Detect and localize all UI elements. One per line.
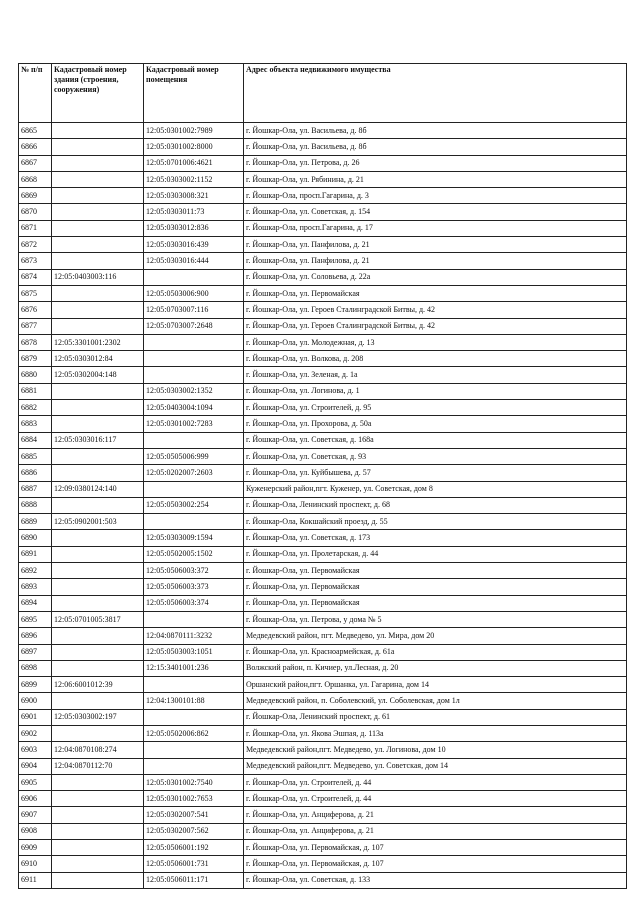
address-cell: г. Йошкар-Ола, ул. Первомайская [244,579,627,595]
row-number-cell: 6875 [19,285,52,301]
room-cadastral-cell: 12:05:0302007:562 [144,823,244,839]
table-row [19,546,627,562]
row-number-cell: 6895 [19,611,52,627]
building-cadastral-cell [52,807,144,823]
address-cell: г. Йошкар-Ола, просп.Гагарина, д. 17 [244,220,627,236]
row-number-cell: 6905 [19,774,52,790]
room-cadastral-cell: 12:05:0301002:7989 [144,123,244,139]
address-cell: г. Йошкар-Ола, ул. Панфилова, д. 21 [244,237,627,253]
table-row [19,742,627,758]
row-number-cell: 6890 [19,530,52,546]
table-row [19,383,627,399]
building-cadastral-cell [52,823,144,839]
table-row [19,253,627,269]
building-cadastral-cell [52,546,144,562]
building-cadastral-cell [52,872,144,888]
building-cadastral-cell [52,171,144,187]
table-row [19,302,627,318]
header-room-cadastral: Кадастровый номер помещения [144,64,244,123]
address-cell: г. Йошкар-Ола, ул. Логинова, д. 1 [244,383,627,399]
address-cell: Медведевский район, п. Соболевский, ул. Соболевская, дом 1л [244,693,627,709]
room-cadastral-cell: 12:05:0506003:373 [144,579,244,595]
table-row [19,514,627,530]
table-row [19,432,627,448]
address-cell: г. Йошкар-Ола, ул. Куйбышева, д. 57 [244,465,627,481]
address-cell: г. Йошкар-Ола, ул. Первомайская, д. 107 [244,840,627,856]
row-number-cell: 6879 [19,351,52,367]
row-number-cell: 6886 [19,465,52,481]
address-cell: г. Йошкар-Ола, ул. Красноармейская, д. 61а [244,644,627,660]
row-number-cell: 6868 [19,171,52,187]
row-number-cell: 6911 [19,872,52,888]
room-cadastral-cell: 12:05:0301002:7540 [144,774,244,790]
row-number-cell: 6901 [19,709,52,725]
table-row [19,465,627,481]
building-cadastral-cell [52,318,144,334]
address-cell: Куженерский район,пгт. Куженер, ул. Советская, дом 8 [244,481,627,497]
address-cell: г. Йошкар-Ола, ул. Советская, д. 93 [244,448,627,464]
building-cadastral-cell [52,123,144,139]
table-row [19,530,627,546]
address-cell: г. Йошкар-Ола, просп.Гагарина, д. 3 [244,188,627,204]
address-cell: г. Йошкар-Ола, Ленинский проспект, д. 61 [244,709,627,725]
row-number-cell: 6882 [19,400,52,416]
address-cell: г. Йошкар-Ола, ул. Пролетарская, д. 44 [244,546,627,562]
room-cadastral-cell [144,334,244,350]
table-row [19,611,627,627]
address-cell: г. Йошкар-Ола, ул. Панфилова, д. 21 [244,253,627,269]
building-cadastral-cell [52,595,144,611]
address-cell: г. Йошкар-Ола, ул. Советская, д. 168а [244,432,627,448]
building-cadastral-cell [52,285,144,301]
table-row [19,758,627,774]
table-row [19,269,627,285]
room-cadastral-cell [144,742,244,758]
row-number-cell: 6903 [19,742,52,758]
room-cadastral-cell: 12:05:0703007:116 [144,302,244,318]
table-row [19,123,627,139]
room-cadastral-cell: 12:05:0505006:999 [144,448,244,464]
table-row [19,595,627,611]
table-row [19,171,627,187]
building-cadastral-cell [52,188,144,204]
table-row [19,840,627,856]
room-cadastral-cell [144,432,244,448]
header-building-cadastral: Кадастровый номер здания (строения, сооружения) [52,64,144,123]
room-cadastral-cell: 12:05:0303012:836 [144,220,244,236]
row-number-cell: 6874 [19,269,52,285]
address-cell: г. Йошкар-Ола, ул. Первомайская [244,563,627,579]
row-number-cell: 6904 [19,758,52,774]
row-number-cell: 6871 [19,220,52,236]
address-cell: г. Йошкар-Ола, ул. Васильева, д. 8б [244,139,627,155]
row-number-cell: 6902 [19,725,52,741]
table-row [19,188,627,204]
header-number: № п/п [19,64,52,123]
address-cell: г. Йошкар-Ола, ул. Героев Сталинградской Битвы, д. 42 [244,302,627,318]
table-row [19,693,627,709]
room-cadastral-cell: 12:05:0506003:372 [144,563,244,579]
room-cadastral-cell: 12:05:0701006:4621 [144,155,244,171]
row-number-cell: 6907 [19,807,52,823]
room-cadastral-cell: 12:05:0303016:439 [144,237,244,253]
table-row [19,334,627,350]
table-row [19,644,627,660]
room-cadastral-cell: 12:05:0506001:731 [144,856,244,872]
row-number-cell: 6877 [19,318,52,334]
address-cell: г. Йошкар-Ола, ул. Строителей, д. 44 [244,774,627,790]
room-cadastral-cell: 12:05:0303009:1594 [144,530,244,546]
building-cadastral-cell [52,416,144,432]
room-cadastral-cell [144,758,244,774]
room-cadastral-cell [144,481,244,497]
address-cell: г. Йошкар-Ола, ул. Анциферова, д. 21 [244,823,627,839]
building-cadastral-cell [52,628,144,644]
row-number-cell: 6865 [19,123,52,139]
table-row [19,204,627,220]
room-cadastral-cell: 12:05:0301002:8000 [144,139,244,155]
table-row [19,318,627,334]
building-cadastral-cell: 12:05:0303002:197 [52,709,144,725]
building-cadastral-cell: 12:04:0870108:274 [52,742,144,758]
address-cell: г. Йошкар-Ола, ул. Первомайская, д. 107 [244,856,627,872]
building-cadastral-cell [52,155,144,171]
building-cadastral-cell [52,400,144,416]
room-cadastral-cell [144,611,244,627]
building-cadastral-cell [52,693,144,709]
row-number-cell: 6887 [19,481,52,497]
room-cadastral-cell: 12:05:0502005:1502 [144,546,244,562]
table-row [19,725,627,741]
row-number-cell: 6866 [19,139,52,155]
building-cadastral-cell: 12:05:0303012:84 [52,351,144,367]
address-cell: г. Йошкар-Ола, ул. Петрова, д. 26 [244,155,627,171]
room-cadastral-cell [144,351,244,367]
header-address: Адрес объекта недвижимого имущества [244,64,627,123]
building-cadastral-cell [52,774,144,790]
room-cadastral-cell: 12:05:0301002:7283 [144,416,244,432]
address-cell: г. Йошкар-Ола, ул. Строителей, д. 95 [244,400,627,416]
address-cell: г. Йошкар-Ола, ул. Рябинина, д. 21 [244,171,627,187]
room-cadastral-cell: 12:15:3401001:236 [144,660,244,676]
building-cadastral-cell [52,302,144,318]
table-row [19,823,627,839]
address-cell: г. Йошкар-Ола, ул. Советская, д. 133 [244,872,627,888]
building-cadastral-cell [52,791,144,807]
table-row [19,497,627,513]
room-cadastral-cell: 12:05:0301002:7653 [144,791,244,807]
building-cadastral-cell: 12:05:0701005:3817 [52,611,144,627]
row-number-cell: 6881 [19,383,52,399]
address-cell: Медведевский район,пгт. Медведево, ул. Советская, дом 14 [244,758,627,774]
room-cadastral-cell: 12:05:0506003:374 [144,595,244,611]
room-cadastral-cell: 12:05:0503002:254 [144,497,244,513]
building-cadastral-cell: 12:05:0302004:148 [52,367,144,383]
room-cadastral-cell [144,514,244,530]
table-row [19,367,627,383]
room-cadastral-cell: 12:05:0303002:1352 [144,383,244,399]
address-cell: г. Йошкар-Ола, ул. Молодежная, д. 13 [244,334,627,350]
address-cell: г. Йошкар-Ола, ул. Героев Сталинградской Битвы, д. 42 [244,318,627,334]
room-cadastral-cell [144,269,244,285]
building-cadastral-cell [52,448,144,464]
room-cadastral-cell: 12:05:0403004:1094 [144,400,244,416]
row-number-cell: 6898 [19,660,52,676]
row-number-cell: 6894 [19,595,52,611]
table-row [19,448,627,464]
building-cadastral-cell: 12:05:3301001:2302 [52,334,144,350]
room-cadastral-cell [144,709,244,725]
row-number-cell: 6876 [19,302,52,318]
address-cell: г. Йошкар-Ола, ул. Прохорова, д. 50а [244,416,627,432]
row-number-cell: 6870 [19,204,52,220]
room-cadastral-cell: 12:05:0703007:2648 [144,318,244,334]
room-cadastral-cell: 12:05:0506001:192 [144,840,244,856]
building-cadastral-cell [52,644,144,660]
building-cadastral-cell [52,139,144,155]
address-cell: г. Йошкар-Ола, ул. Васильева, д. 8б [244,123,627,139]
address-cell: г. Йошкар-Ола, ул. Анциферова, д. 21 [244,807,627,823]
row-number-cell: 6867 [19,155,52,171]
table-row [19,139,627,155]
row-number-cell: 6873 [19,253,52,269]
building-cadastral-cell: 12:06:6001012:39 [52,677,144,693]
row-number-cell: 6884 [19,432,52,448]
row-number-cell: 6896 [19,628,52,644]
row-number-cell: 6872 [19,237,52,253]
building-cadastral-cell: 12:05:0902001:503 [52,514,144,530]
building-cadastral-cell [52,530,144,546]
table-row [19,709,627,725]
table-row [19,400,627,416]
row-number-cell: 6892 [19,563,52,579]
address-cell: г. Йошкар-Ола, ул. Якова Эшпая, д. 113а [244,725,627,741]
row-number-cell: 6899 [19,677,52,693]
room-cadastral-cell: 12:05:0506011:171 [144,872,244,888]
table-row [19,677,627,693]
building-cadastral-cell [52,840,144,856]
address-cell: г. Йошкар-Ола, ул. Первомайская [244,595,627,611]
room-cadastral-cell: 12:05:0502006:862 [144,725,244,741]
table-row [19,774,627,790]
row-number-cell: 6878 [19,334,52,350]
address-cell: г. Йошкар-Ола, ул. Петрова, у дома № 5 [244,611,627,627]
building-cadastral-cell [52,725,144,741]
building-cadastral-cell [52,237,144,253]
table-row [19,481,627,497]
building-cadastral-cell: 12:05:0403003:116 [52,269,144,285]
table-row [19,220,627,236]
address-cell: Волжский район, п. Кичиер, ул.Лесная, д. 20 [244,660,627,676]
address-cell: г. Йошкар-Ола, Кокшайский проезд, д. 55 [244,514,627,530]
room-cadastral-cell: 12:05:0303008:321 [144,188,244,204]
building-cadastral-cell: 12:09:0380124:140 [52,481,144,497]
room-cadastral-cell: 12:05:0503003:1051 [144,644,244,660]
building-cadastral-cell [52,383,144,399]
room-cadastral-cell: 12:05:0303011:73 [144,204,244,220]
table-row [19,563,627,579]
row-number-cell: 6891 [19,546,52,562]
row-number-cell: 6910 [19,856,52,872]
table-header-row [19,64,627,123]
address-cell: Оршанский район,пгт. Оршанка, ул. Гагарина, дом 14 [244,677,627,693]
address-cell: г. Йошкар-Ола, ул. Зеленая, д. 1а [244,367,627,383]
row-number-cell: 6888 [19,497,52,513]
building-cadastral-cell [52,856,144,872]
row-number-cell: 6869 [19,188,52,204]
room-cadastral-cell: 12:05:0303002:1152 [144,171,244,187]
address-cell: г. Йошкар-Ола, ул. Первомайская [244,285,627,301]
table-row [19,628,627,644]
building-cadastral-cell [52,253,144,269]
room-cadastral-cell: 12:05:0302007:541 [144,807,244,823]
row-number-cell: 6897 [19,644,52,660]
building-cadastral-cell [52,465,144,481]
table-row [19,856,627,872]
building-cadastral-cell [52,497,144,513]
room-cadastral-cell: 12:04:1300101:88 [144,693,244,709]
table-row [19,416,627,432]
row-number-cell: 6885 [19,448,52,464]
row-number-cell: 6893 [19,579,52,595]
room-cadastral-cell [144,367,244,383]
row-number-cell: 6909 [19,840,52,856]
property-register-table [18,63,627,889]
room-cadastral-cell: 12:05:0202007:2603 [144,465,244,481]
address-cell: г. Йошкар-Ола, ул. Соловьева, д. 22а [244,269,627,285]
row-number-cell: 6883 [19,416,52,432]
row-number-cell: 6889 [19,514,52,530]
building-cadastral-cell [52,660,144,676]
address-cell: Медведевский район, пгт. Медведево, ул. Мира, дом 20 [244,628,627,644]
address-cell: г. Йошкар-Ола, ул. Советская, д. 173 [244,530,627,546]
table-row [19,807,627,823]
room-cadastral-cell: 12:05:0303016:444 [144,253,244,269]
address-cell: Медведевский район,пгт. Медведево, ул. Логинова, дом 10 [244,742,627,758]
building-cadastral-cell [52,563,144,579]
row-number-cell: 6900 [19,693,52,709]
building-cadastral-cell [52,579,144,595]
building-cadastral-cell: 12:05:0303016:117 [52,432,144,448]
address-cell: г. Йошкар-Ола, ул. Строителей, д. 44 [244,791,627,807]
table-row [19,872,627,888]
row-number-cell: 6906 [19,791,52,807]
address-cell: г. Йошкар-Ола, ул. Советская, д. 154 [244,204,627,220]
table-row [19,155,627,171]
row-number-cell: 6880 [19,367,52,383]
table-row [19,660,627,676]
table-row [19,791,627,807]
table-row [19,351,627,367]
address-cell: г. Йошкар-Ола, Ленинский проспект, д. 68 [244,497,627,513]
room-cadastral-cell [144,677,244,693]
building-cadastral-cell: 12:04:0870112:70 [52,758,144,774]
row-number-cell: 6908 [19,823,52,839]
building-cadastral-cell [52,204,144,220]
address-cell: г. Йошкар-Ола, ул. Волкова, д. 208 [244,351,627,367]
table-row [19,579,627,595]
room-cadastral-cell: 12:05:0503006:900 [144,285,244,301]
room-cadastral-cell: 12:04:0870111:3232 [144,628,244,644]
building-cadastral-cell [52,220,144,236]
table-row [19,285,627,301]
table-row [19,237,627,253]
